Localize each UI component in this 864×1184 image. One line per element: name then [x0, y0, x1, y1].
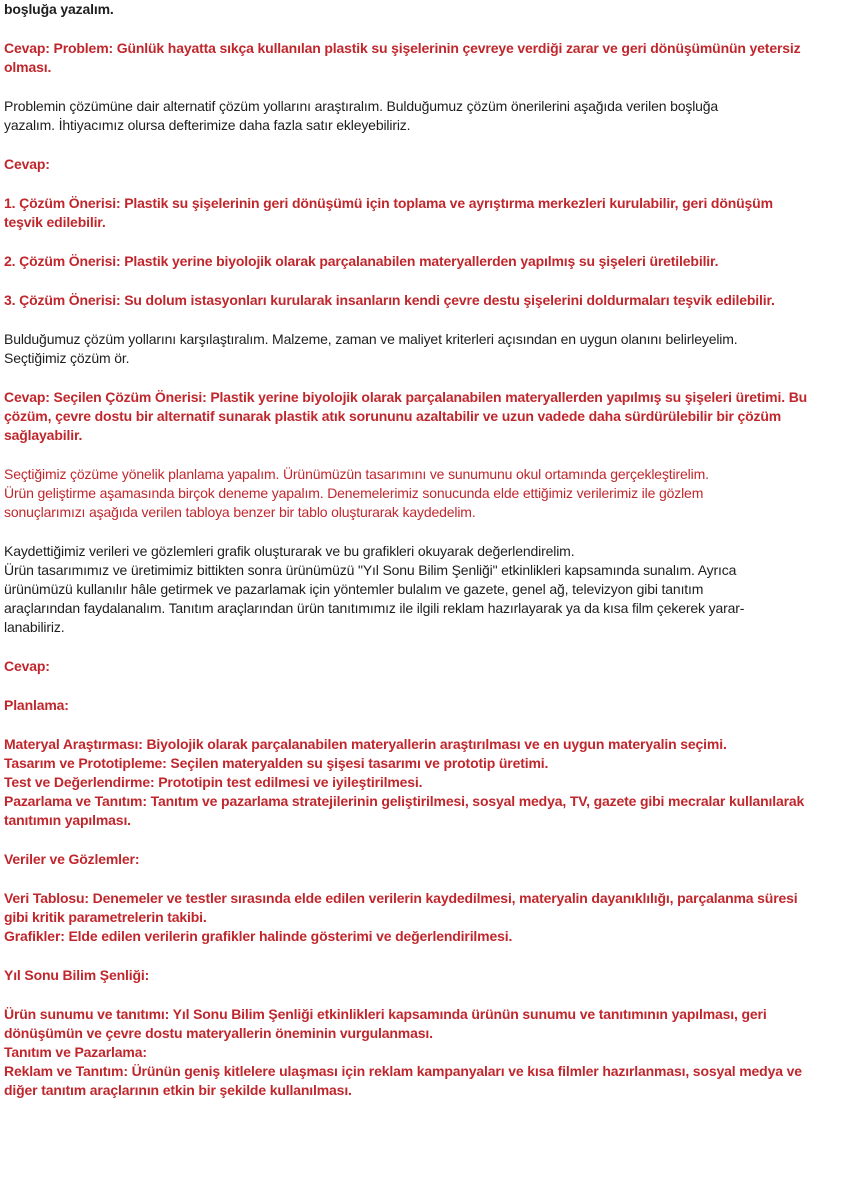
planlama-item: Materyal Araştırması: Biyolojik olarak parçalanabilen materyallerin araştırılması ve en uygun materyalin seçimi. [4, 736, 727, 752]
planlama-item: Tasarım ve Prototipleme: Seçilen materyalden su şişesi tasarımı ve prototip üretimi. [4, 755, 549, 771]
senlik-item: Tanıtım ve Pazarlama: [4, 1044, 147, 1060]
answer-label: Cevap: [4, 658, 50, 674]
research-prompt: Problemin çözümüne dair alternatif çözüm yollarını araştıralım. Bulduğumuz çözüm önerilerini aşağıda verilen boşluğa yazalım. İhtiyacımız olursa defterimize daha fazla satır ekleyebiliriz. [4, 98, 719, 133]
planlama-item: Pazarlama ve Tanıtım: Tanıtım ve pazarlama stratejilerinin geliştirilmesi, sosyal medya, TV, gazete gibi mecralar kullanılarak tanıtımın yapılması. [4, 793, 805, 828]
planlama-list [4, 735, 862, 830]
planlama-item: Test ve Değerlendirme: Prototipin test edilmesi ve iyileştirilmesi. [4, 774, 423, 790]
solution-item: 1. Çözüm Önerisi: Plastik su şişelerinin geri dönüşümü için toplama ve ayrıştırma merkezleri kurulabilir, geri dönüşüm teşvik edilebilir. [4, 195, 773, 230]
compare-prompt: Bulduğumuz çözüm yollarını karşılaştıralım. Malzeme, zaman ve maliyet kriterleri açısından en uygun olanını belirleyelim. Seçtiğimiz çözüm ör. [4, 331, 738, 366]
solution-item: 2. Çözüm Önerisi: Plastik yerine biyolojik olarak parçalanabilen materyallerden yapılmış su şişeleri üretilebilir. [4, 253, 719, 269]
planlama-heading: Planlama: [4, 697, 69, 713]
veriler-item: Veri Tablosu: Denemeler ve testler sırasında elde edilen verilerin kaydedilmesi, materyalin dayanıklılığı, parçalanma süresi gibi kritik parametrelerin takibi. [4, 890, 798, 925]
veriler-list [4, 889, 862, 946]
veriler-heading: Veriler ve Gözlemler: [4, 851, 140, 867]
veriler-item: Grafikler: Elde edilen verilerin grafikler halinde gösterimi ve değerlendirilmesi. [4, 928, 513, 944]
selected-answer: Cevap: Seçilen Çözüm Önerisi: Plastik yerine biyolojik olarak parçalanabilen materyallerden yapılmış su şişeleri üretimi. Bu çözüm, çevre dostu bir alternatif sunarak plastik atık sorununu azaltabilir ve uzun vadede daha sürdürülebilir bir çözüm sağlayabilir. [4, 389, 808, 443]
planning-answer: Seçtiğimiz çözüme yönelik planlama yapalım. Ürünümüzün tasarımını ve sunumunu okul ortamında gerçekleştirelim. Ürün geliştirme aşamasında birçok deneme yapalım. Denemelerimiz sonucunda elde ettiğimiz verilerimiz ile gözlem sonuçlarımızı aşağıda verilen tabloya benzer bir tablo oluşturarak kaydedelim. [4, 466, 709, 520]
senlik-item: Reklam ve Tanıtım: Ürünün geniş kitlelere ulaşması için reklam kampanyaları ve kısa filmler hazırlanması, sosyal medya ve diğer tanıtım araçlarının etkin bir şekilde kullanılması. [4, 1063, 802, 1098]
solution-item: 3. Çözüm Önerisi: Su dolum istasyonları kurularak insanların kendi çevre destu şişelerini doldurmaları teşvik edilebilir. [4, 292, 775, 308]
answer-label: Cevap: [4, 156, 50, 172]
senlik-heading: Yıl Sonu Bilim Şenliği: [4, 967, 150, 983]
senlik-item: Ürün sunumu ve tanıtımı: Yıl Sonu Bilim Şenliği etkinlikleri kapsamında ürünün sunumu ve tanıtımının yapılması, geri dönüşümün ve çevre dostu materyallerin öneminin vurgulanması. [4, 1006, 767, 1041]
record-prompt: Kaydettiğimiz verileri ve gözlemleri grafik oluşturarak ve bu grafikleri okuyarak değerlendirelim. Ürün tasarımımız ve üretimimiz bittikten sonra ürünümüzü "Yıl Sonu Bilim Şenliği" etkinlikleri kapsamında sunalım. Ayrıca ürünümüzü kullanılır hâle getirmek ve pazarlamak için yöntemler bulalım ve gazete, genel ağ, televizyon gibi tanıtım araçlarından faydalanalım. Tanıtım araçlarından ürün tanıtımımız ile ilgili reklam hazırlayarak ya da kısa film çekerek yarar- lanabiliriz. [4, 543, 745, 635]
problem-answer: Cevap: Problem: Günlük hayatta sıkça kullanılan plastik su şişelerinin çevreye verdiği zarar ve geri dönüşümünün yetersiz olması. [4, 40, 801, 75]
senlik-list [4, 1005, 862, 1100]
intro-fragment: boşluğa yazalım. [4, 1, 114, 17]
document-page [4, 0, 862, 1100]
